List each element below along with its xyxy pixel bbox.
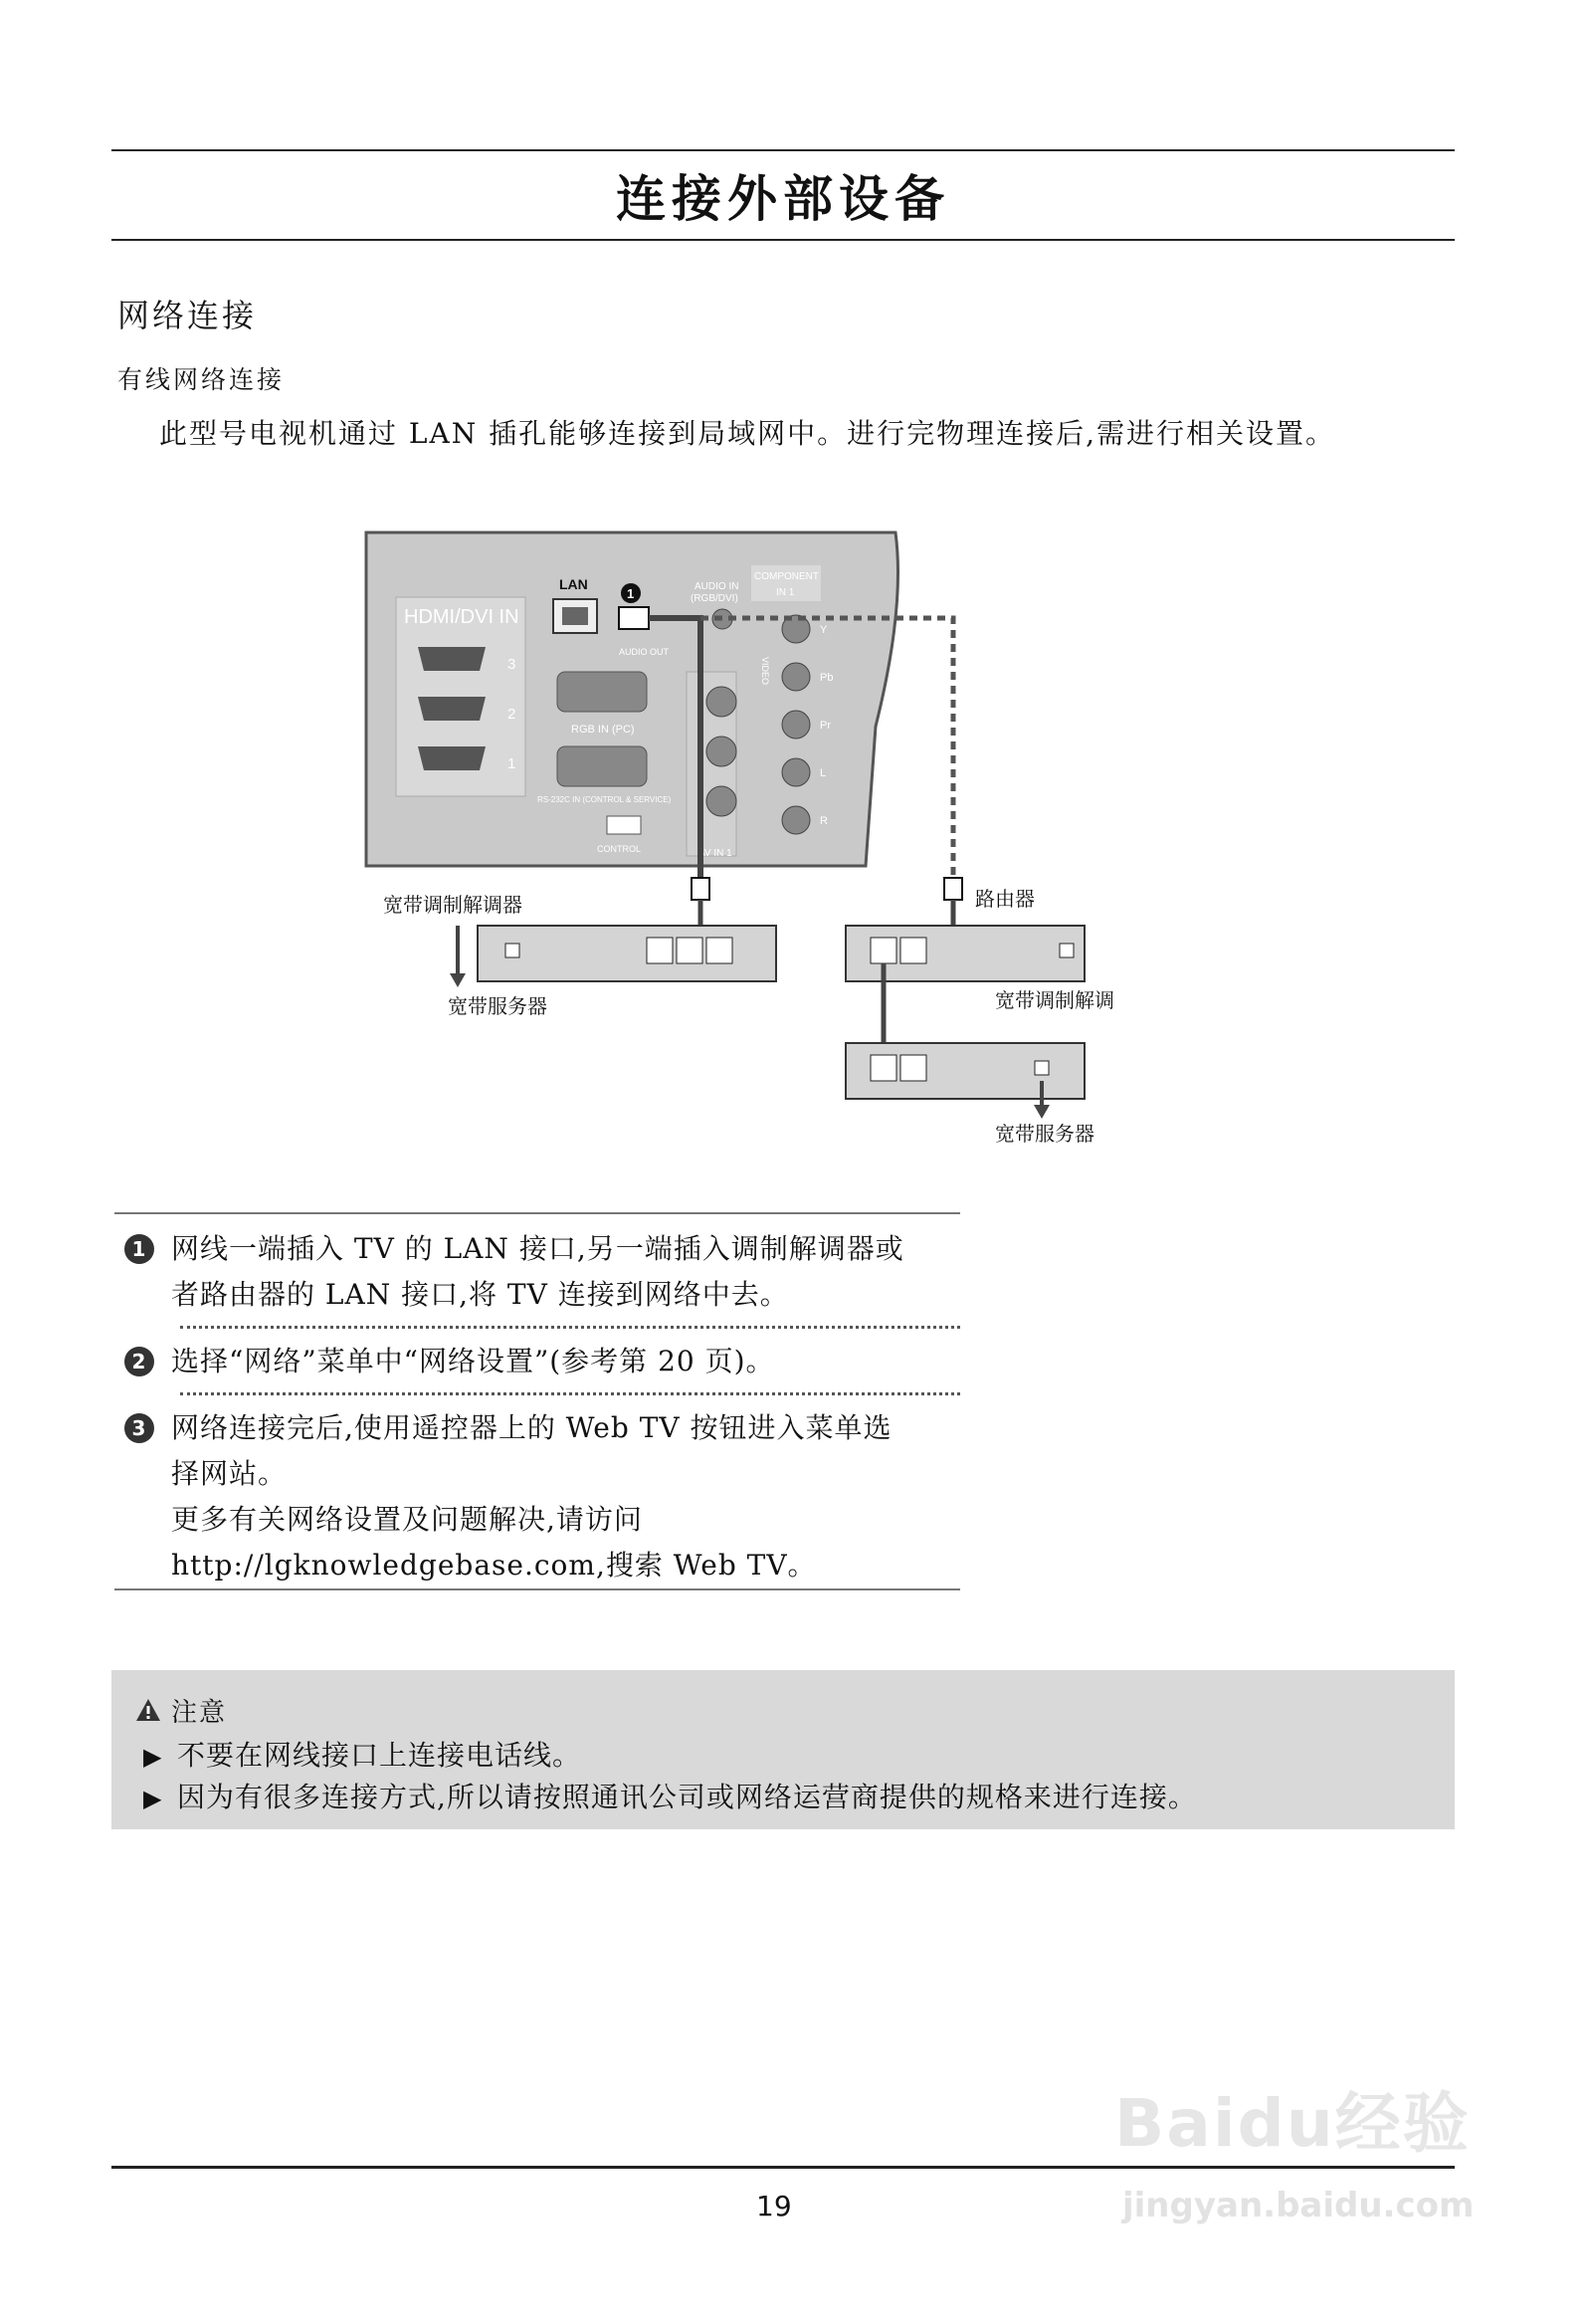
step-3-line-3: 更多有关网络设置及问题解决,请访问 — [171, 1503, 643, 1536]
video-label: VIDEO — [760, 657, 770, 686]
step-2-number: 2 — [124, 1347, 154, 1376]
audio-out-label: AUDIO OUT — [619, 647, 670, 657]
baidu-watermark-url: jingyan.baidu.com — [1122, 2186, 1475, 2225]
step-1-line-1: 网线一端插入 TV 的 LAN 接口,另一端插入调制解调器或 — [171, 1232, 904, 1265]
step-1-line-2: 者路由器的 LAN 接口,将 TV 连接到网络中去。 — [171, 1278, 789, 1311]
step-3-line-4: http://lgknowledgebase.com,搜索 Web TV。 — [171, 1549, 817, 1582]
step-3-number: 3 — [124, 1413, 154, 1443]
router-label: 路由器 — [975, 889, 1035, 911]
arrow-right-head — [1034, 1105, 1050, 1119]
modem-right-label: 宽带调制解调 — [995, 990, 1114, 1012]
plug-modem — [692, 878, 709, 900]
ypbpr-r: R — [820, 815, 828, 827]
hdmi-port-2 — [418, 697, 486, 721]
arrow-left-head — [450, 973, 466, 987]
step-2 — [114, 1339, 960, 1384]
caution-item-2 — [143, 1776, 1197, 1815]
step-3-line-1: 网络连接完后,使用遥控器上的 Web TV 按钮进入菜单选 — [171, 1411, 893, 1444]
component-sub: IN 1 — [776, 587, 795, 598]
rgb-port — [557, 672, 647, 712]
play-arrow-icon: ▶ — [143, 1785, 163, 1812]
step-3-line-2: 择网站。 — [171, 1457, 288, 1490]
step-divider — [180, 1392, 960, 1395]
caution-item-1-text: 不要在网线接口上连接电话线。 — [177, 1739, 582, 1772]
section-heading: 网络连接 — [117, 297, 258, 334]
step-3 — [114, 1405, 960, 1588]
hdmi-num-1: 1 — [507, 755, 516, 772]
av-jack-2 — [706, 737, 736, 766]
plug-router — [944, 878, 962, 900]
component-label: COMPONENT — [754, 571, 819, 582]
ypbpr-y: Y — [820, 624, 828, 636]
sub-heading: 有线网络连接 — [117, 365, 286, 394]
ypbpr-pr: Pr — [820, 720, 831, 732]
caution-box — [111, 1670, 1455, 1829]
server-right-label: 宽带服务器 — [995, 1124, 1094, 1145]
page-title: 连接外部设备 — [616, 170, 950, 228]
step-2-line-1: 选择“网络”菜单中“网络设置”(参考第 20 页)。 — [171, 1345, 775, 1377]
steps-list — [114, 1226, 960, 1588]
network-connection-diagram — [358, 528, 1154, 1145]
server-left-label: 宽带服务器 — [448, 996, 547, 1018]
intro-paragraph: 此型号电视机通过 LAN 插孔能够连接到局域网中。进行完物理连接后,需进行相关设置。 — [159, 417, 1336, 450]
warning-icon — [135, 1698, 161, 1722]
hdmi-num-2: 2 — [507, 706, 516, 723]
caution-item-2-text: 因为有很多连接方式,所以请按照通讯公司或网络运营商提供的规格来进行连接。 — [177, 1781, 1197, 1813]
lan-plug — [619, 607, 649, 629]
caution-item-1 — [143, 1734, 581, 1774]
play-arrow-icon: ▶ — [143, 1743, 163, 1771]
step-1-number: 1 — [124, 1234, 154, 1264]
audio-in-label: AUDIO IN — [695, 581, 739, 592]
av-jack-3 — [706, 786, 736, 816]
title-rule — [111, 239, 1455, 241]
baidu-watermark-logo: Baidu经验 — [1114, 2085, 1471, 2162]
control-label: CONTROL — [597, 844, 642, 854]
rgb-label: RGB IN (PC) — [571, 724, 635, 736]
ypbpr-l: L — [820, 767, 827, 779]
hdmi-ports — [418, 647, 486, 770]
av-jack-1 — [706, 687, 736, 717]
page-number: 19 — [756, 2190, 792, 2222]
rs232-port — [557, 746, 647, 786]
av-in-label: AV IN 1 — [698, 848, 732, 859]
hdmi-port-3 — [418, 647, 486, 671]
rs232-label: RS-232C IN (CONTROL & SERVICE) — [537, 795, 672, 804]
audio-in-sub: (RGB/DVI) — [691, 593, 738, 604]
top-rule — [111, 149, 1455, 151]
ypbpr-pb: Pb — [820, 672, 834, 684]
callout-1-label: 1 — [627, 586, 635, 601]
step-1 — [114, 1226, 960, 1318]
steps-bottom-rule — [114, 1588, 960, 1590]
caution-title: 注意 — [171, 1698, 228, 1728]
hdmi-label: HDMI/DVI IN — [404, 606, 519, 628]
step-divider — [180, 1326, 960, 1329]
lan-label: LAN — [559, 576, 588, 592]
control-port — [607, 816, 641, 834]
footer-rule — [111, 2166, 1455, 2169]
steps-top-rule — [114, 1212, 960, 1214]
hdmi-port-1 — [418, 746, 486, 770]
hdmi-num-3: 3 — [507, 656, 516, 673]
modem-left-label: 宽带调制解调器 — [383, 895, 522, 917]
